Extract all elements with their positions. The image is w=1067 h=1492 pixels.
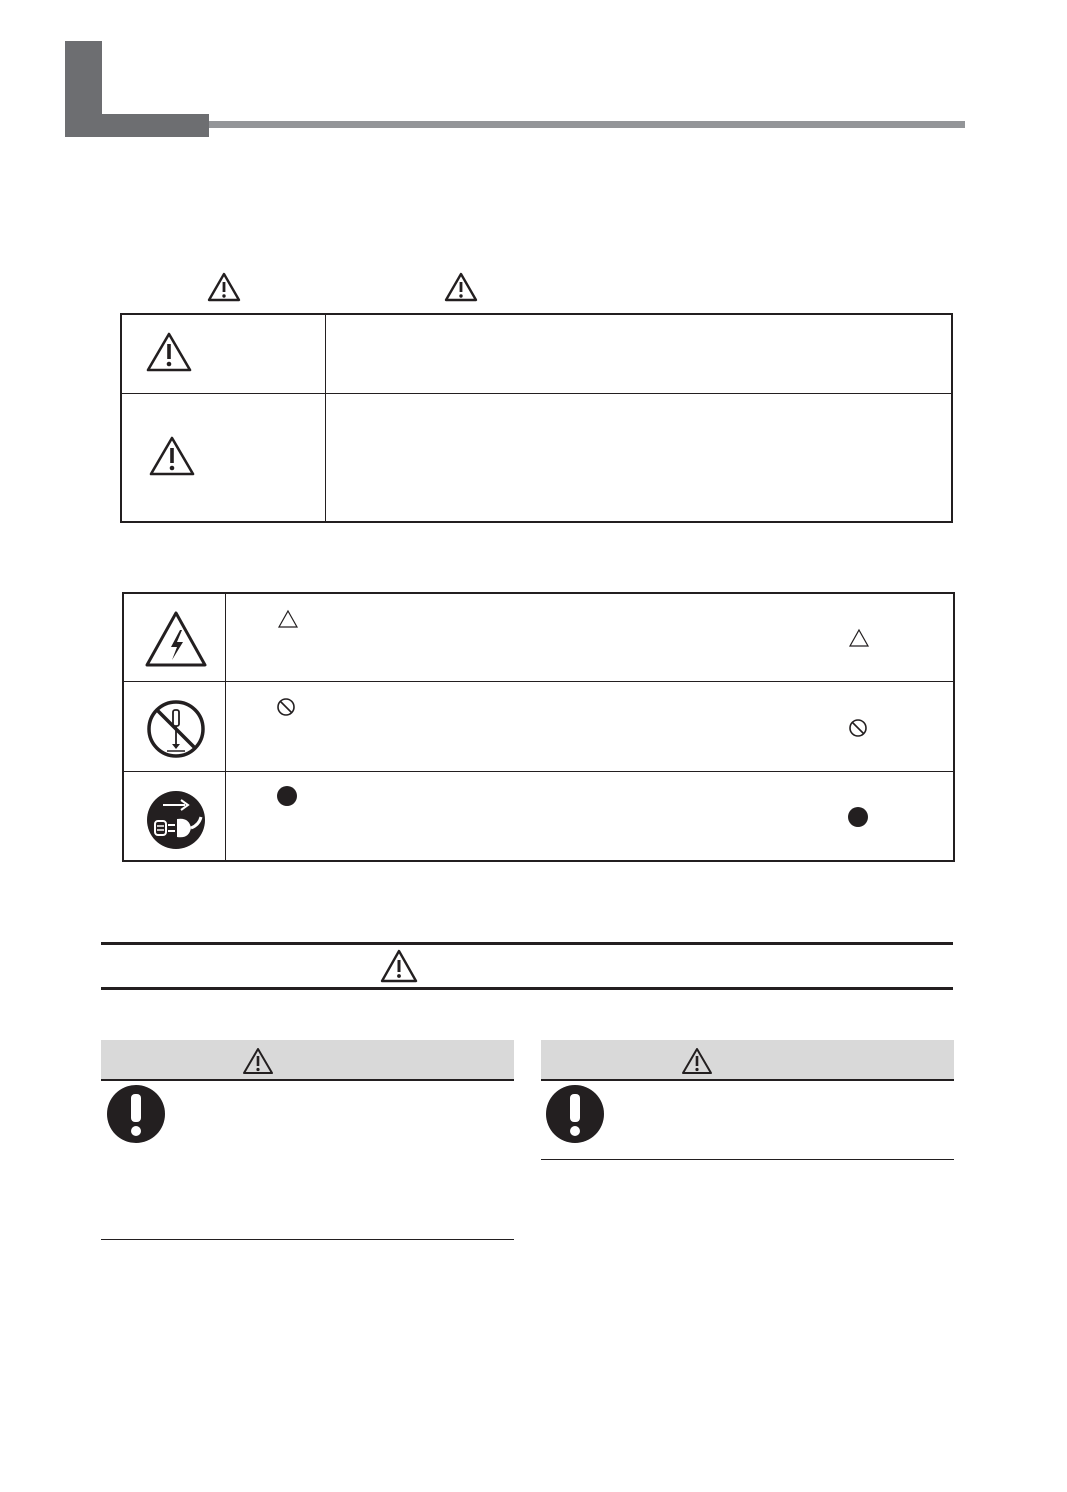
warning-triangle-icon: [207, 272, 241, 302]
caption-end-rule: [101, 1239, 514, 1240]
prohibition-circle-icon: [276, 697, 296, 717]
caption-rule: [541, 1079, 954, 1081]
table-divider: [121, 393, 952, 394]
warning-triangle-icon: [242, 1047, 274, 1075]
warning-triangle-icon: [444, 272, 478, 302]
unplug-power-icon: [145, 789, 207, 851]
exclamation-circle-icon: [106, 1084, 166, 1144]
warning-triangle-icon: [146, 332, 192, 372]
warning-caption-bar: [541, 1040, 954, 1079]
filled-circle-icon: [276, 785, 298, 807]
chapter-header-rule: [209, 121, 965, 128]
warning-triangle-icon: [681, 1047, 713, 1075]
caption-rule: [101, 1079, 514, 1081]
no-disassembly-icon: [145, 698, 207, 760]
small-triangle-icon: [277, 609, 299, 629]
prohibition-circle-icon: [848, 718, 868, 738]
caption-end-rule: [541, 1159, 954, 1160]
observe-banner-top-rule: [101, 942, 953, 945]
warning-triangle-icon: [380, 949, 418, 983]
table-divider: [325, 314, 326, 522]
exclamation-circle-icon: [545, 1084, 605, 1144]
small-triangle-icon: [848, 628, 870, 648]
electric-shock-icon: [144, 610, 208, 668]
warning-caption-bar: [101, 1040, 514, 1079]
signal-word-table: [120, 313, 953, 523]
observe-banner-bottom-rule: [101, 987, 953, 990]
table-divider: [123, 681, 954, 682]
filled-circle-icon: [847, 806, 869, 828]
table-divider: [123, 771, 954, 772]
symbol-table: [122, 592, 955, 862]
chapter-header-tab: [65, 114, 209, 137]
caution-triangle-icon: [149, 436, 195, 476]
table-divider: [225, 593, 226, 861]
